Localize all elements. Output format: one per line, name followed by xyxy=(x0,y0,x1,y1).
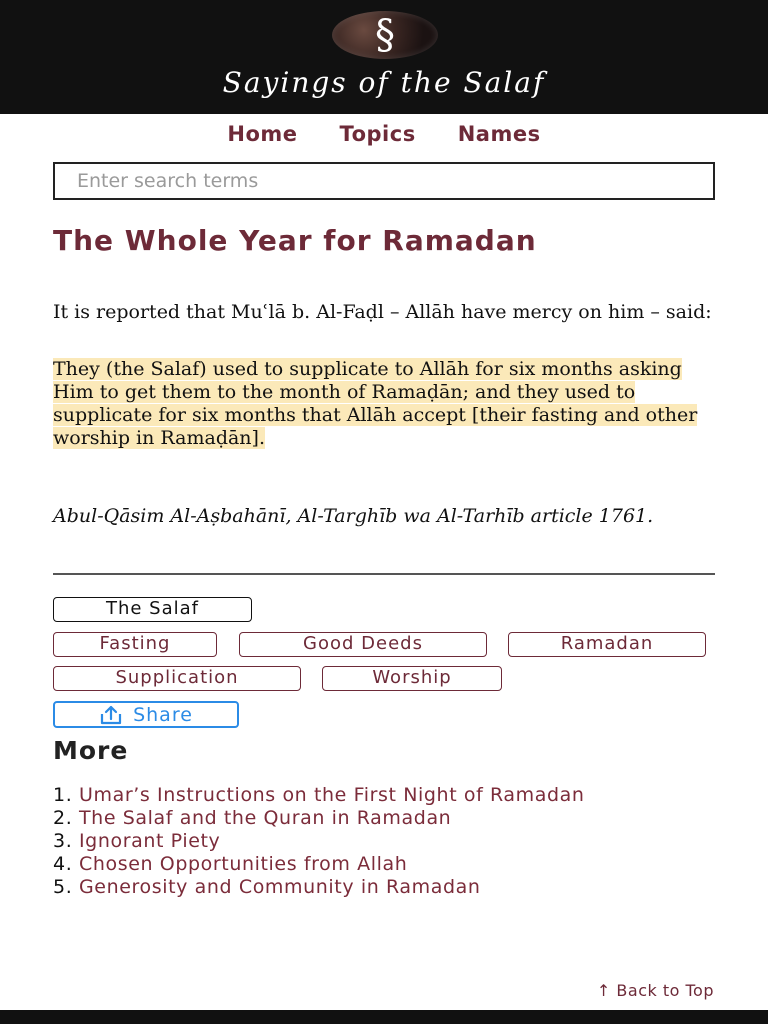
article-intro: It is reported that Muʿlā b. Al-Faḍl – Allāh have mercy on him – said: xyxy=(53,301,712,323)
site-header xyxy=(0,0,768,114)
bottom-bar xyxy=(0,1010,768,1024)
nav-topics[interactable]: Topics xyxy=(339,122,416,146)
section-sign-icon: § xyxy=(375,12,395,58)
list-number: 5. xyxy=(53,876,73,898)
nav-home[interactable]: Home xyxy=(227,122,298,146)
more-link[interactable]: Generosity and Community in Ramadan xyxy=(78,876,481,898)
tag-supplication[interactable]: Supplication xyxy=(53,666,301,691)
back-to-top-link[interactable]: ↑ Back to Top xyxy=(596,981,714,1000)
site-logo[interactable] xyxy=(332,11,438,59)
quote-text: They (the Salaf) used to supplicate to Allāh for six months asking Him to get them to the month of Ramaḍān; and they used to supplicate for six months that Allāh accept [their fasting and other worship in Ramaḍān]. xyxy=(53,358,698,449)
more-link[interactable]: Ignorant Piety xyxy=(78,830,221,852)
main-nav xyxy=(0,122,768,156)
list-item xyxy=(53,853,733,876)
share-icon xyxy=(99,705,123,725)
list-item xyxy=(53,876,733,899)
more-heading: More xyxy=(53,736,129,765)
nav-names[interactable]: Names xyxy=(457,122,541,146)
list-item xyxy=(53,830,733,853)
list-item xyxy=(53,807,733,830)
share-button[interactable] xyxy=(53,701,239,728)
tag-fasting[interactable]: Fasting xyxy=(53,632,217,657)
list-number: 3. xyxy=(53,830,73,852)
article-quote xyxy=(53,358,715,450)
divider xyxy=(53,573,715,575)
list-number: 2. xyxy=(53,807,73,829)
tag-ramadan[interactable]: Ramadan xyxy=(508,632,706,657)
list-item xyxy=(53,784,733,807)
more-link[interactable]: Chosen Opportunities from Allah xyxy=(78,853,408,875)
tag-good-deeds[interactable]: Good Deeds xyxy=(239,632,487,657)
share-label: Share xyxy=(133,703,193,726)
more-link[interactable]: Umar’s Instructions on the First Night of Ramadan xyxy=(78,784,585,806)
list-number: 4. xyxy=(53,853,73,875)
more-link[interactable]: The Salaf and the Quran in Ramadan xyxy=(78,807,452,829)
search-input[interactable] xyxy=(53,162,715,200)
tag-the-salaf[interactable]: The Salaf xyxy=(53,597,252,622)
article-source: Abul-Qāsim Al-Aṣbahānī, Al-Targhīb wa Al-Tarhīb article 1761. xyxy=(53,505,654,527)
tag-worship[interactable]: Worship xyxy=(322,666,502,691)
site-title[interactable]: Sayings of the Salaf xyxy=(222,66,546,99)
more-list xyxy=(53,784,733,899)
page-title: The Whole Year for Ramadan xyxy=(53,224,537,257)
list-number: 1. xyxy=(53,784,73,806)
